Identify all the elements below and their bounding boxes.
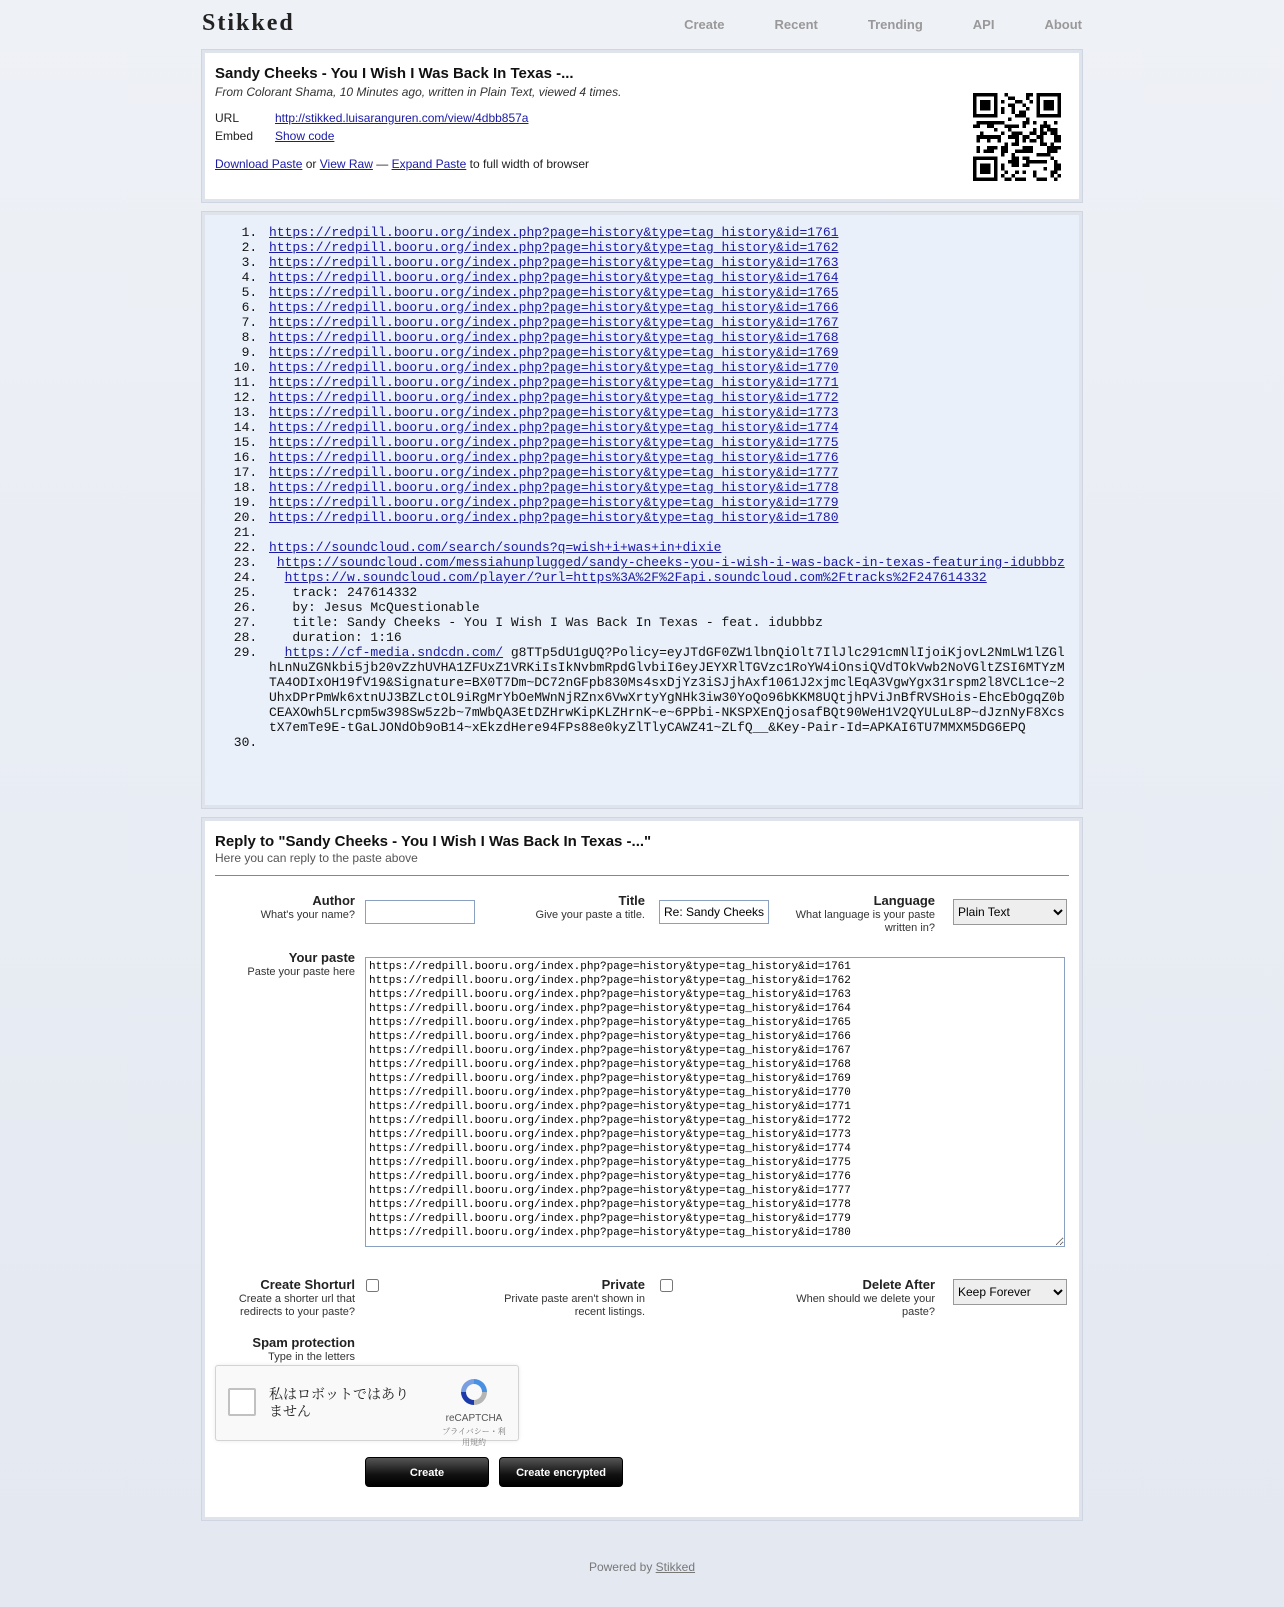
code-line-link[interactable]: https://redpill.booru.org/index.php?page=history&type=tag_history&id=1770: [269, 360, 839, 375]
code-line: [265, 255, 1079, 270]
recaptcha-icon: [458, 1376, 490, 1408]
code-line: [265, 420, 1079, 435]
shorturl-checkbox[interactable]: [366, 1279, 379, 1292]
code-line-text: duration: 1:16: [269, 630, 402, 645]
code-line-link[interactable]: https://redpill.booru.org/index.php?page=history&type=tag_history&id=1777: [269, 465, 839, 480]
nav-create[interactable]: Create: [684, 17, 725, 32]
author-label: Author: [312, 893, 355, 908]
nav-trending[interactable]: Trending: [867, 17, 923, 32]
code-line: [265, 630, 1079, 645]
paste-meta: From Colorant Shama, 10 Minutes ago, written in Plain Text, viewed 4 times.: [215, 85, 622, 99]
code-line: [265, 585, 1079, 600]
divider: [215, 875, 1069, 876]
code-line-link[interactable]: https://redpill.booru.org/index.php?page=history&type=tag_history&id=1767: [269, 315, 839, 330]
code-listing: [205, 215, 1079, 750]
code-line-link[interactable]: https://w.soundcloud.com/player/?url=https%3A%2F%2Fapi.soundcloud.com%2Ftracks%2F247614332: [284, 570, 987, 585]
private-label: Private: [601, 1277, 645, 1292]
code-line-link[interactable]: https://redpill.booru.org/index.php?page=history&type=tag_history&id=1775: [269, 435, 839, 450]
nav-recent[interactable]: Recent: [774, 17, 818, 32]
code-line-link[interactable]: https://redpill.booru.org/index.php?page=history&type=tag_history&id=1761: [269, 225, 839, 240]
code-line-link[interactable]: https://redpill.booru.org/index.php?page=history&type=tag_history&id=1763: [269, 255, 839, 270]
code-line-link[interactable]: https://redpill.booru.org/index.php?page=history&type=tag_history&id=1774: [269, 420, 839, 435]
code-line: [265, 495, 1079, 510]
code-line: [265, 570, 1079, 585]
language-select[interactable]: [953, 899, 1067, 925]
reply-title: Reply to "Sandy Cheeks - You I Wish I Was Back In Texas -...": [215, 833, 652, 850]
code-line: [265, 300, 1079, 315]
author-input[interactable]: [365, 900, 475, 924]
code-line-link[interactable]: https://redpill.booru.org/index.php?page=history&type=tag_history&id=1772: [269, 390, 839, 405]
code-line: [265, 465, 1079, 480]
recaptcha-checkbox[interactable]: [228, 1388, 256, 1416]
title-label: Title: [618, 893, 645, 908]
or-text: or: [305, 157, 317, 171]
paste-textarea[interactable]: [365, 957, 1065, 1247]
code-line: [265, 405, 1079, 420]
code-line: [265, 375, 1079, 390]
code-line: [265, 390, 1079, 405]
footer: [0, 1560, 1284, 1574]
header: [202, 10, 1082, 42]
embed-label: Embed: [215, 129, 254, 143]
recaptcha-terms[interactable]: プライバシー・利用規約: [442, 1427, 506, 1447]
code-line-link[interactable]: https://cf-media.sndcdn.com/: [284, 645, 504, 660]
code-line-link[interactable]: https://redpill.booru.org/index.php?page=history&type=tag_history&id=1780: [269, 510, 839, 525]
code-line-link[interactable]: https://redpill.booru.org/index.php?page=history&type=tag_history&id=1768: [269, 330, 839, 345]
code-line-link[interactable]: https://redpill.booru.org/index.php?page=history&type=tag_history&id=1776: [269, 450, 839, 465]
code-line: [265, 480, 1079, 495]
code-line: [265, 600, 1079, 615]
shorturl-label: Create Shorturl: [260, 1277, 355, 1292]
dash-text: —: [376, 157, 389, 171]
spam-label: Spam protection: [252, 1335, 355, 1350]
paste-title: Sandy Cheeks - You I Wish I Was Back In Texas -...: [215, 65, 574, 82]
code-line: [265, 645, 1079, 735]
title-help: Give your paste a title.: [535, 909, 645, 921]
code-line: [265, 555, 1079, 570]
delete-after-select[interactable]: [953, 1279, 1067, 1305]
code-line-text: title: Sandy Cheeks - You I Wish I Was Back In Texas - feat. idubbbz: [269, 615, 823, 630]
title-input[interactable]: [659, 900, 769, 924]
reply-subtitle: Here you can reply to the paste above: [215, 851, 418, 865]
show-code-link[interactable]: Show code: [275, 129, 335, 143]
url-row: [215, 111, 528, 125]
code-line: [265, 735, 1079, 750]
url-label: URL: [215, 111, 240, 125]
code-indent: [269, 570, 285, 585]
expand-tail-text: to full width of browser: [469, 157, 590, 171]
create-encrypted-button[interactable]: Create encrypted: [499, 1457, 623, 1487]
recaptcha-widget: [215, 1365, 519, 1447]
recaptcha-brand: reCAPTCHA: [445, 1413, 503, 1424]
code-line: [265, 345, 1079, 360]
code-line: [265, 615, 1079, 630]
code-line-link[interactable]: https://redpill.booru.org/index.php?page=history&type=tag_history&id=1769: [269, 345, 839, 360]
create-button[interactable]: Create: [365, 1457, 489, 1487]
nav-api[interactable]: API: [972, 17, 995, 32]
spam-help: Type in the letters: [268, 1351, 355, 1363]
main-nav: [634, 17, 1082, 32]
delete-after-help: When should we delete your paste?: [796, 1293, 935, 1318]
paste-url-link[interactable]: http://stikked.luisaranguren.com/view/4dbb857a: [275, 111, 529, 125]
code-line-link[interactable]: https://redpill.booru.org/index.php?page=history&type=tag_history&id=1778: [269, 480, 839, 495]
code-line-link[interactable]: https://redpill.booru.org/index.php?page=history&type=tag_history&id=1771: [269, 375, 839, 390]
code-line-link[interactable]: https://soundcloud.com/search/sounds?q=wish+i+was+in+dixie: [269, 540, 722, 555]
qr-code: [973, 93, 1061, 181]
private-checkbox[interactable]: [660, 1279, 673, 1292]
powered-by-text: Powered by: [588, 1560, 653, 1574]
code-line: [265, 315, 1079, 330]
code-line-text: g8TTp5dU1gUQ?Policy=eyJTdGF0ZW1lbnQiOlt7IlJlc291cmNlIjoiKjovL2NmLW1lZGlhLnNuZGNkbi5jb20vZzhUVHA1ZFUxZ1VRKiIsIkNvbmRpdGlvbiI6eyJEYXRlTGVzc1RoYW4iOnsiQVdTOkVwb2NoVGltZSI6MTYzMTA4ODIxOH19fV19&Signature=BX0T7Dm~DC72nGFpb830Ms4sxDjYz3iSJjhAxf1061J2xjmclEqA3VgwYgx31rspm2l8VCL1ce~2UhxDPrPmWk6xtnUJ3BZLctOL9iRgMrYbOeMWnNjRZnx6VwXrtyYgNHk3iw30YoQo96bKKM8UQtjhPViJnBfRVSHois-EhcEbOgqZ0bCEAXOwh5Lrcpm5w398Sw5z2b~7mWbQA3EtDZHrwKipKLZHrnK~e~6PPbi-NKSPXEnQjosafBQt90WeH1V2QYULuL8P~dJznNyF8XcstX7emTe9E-tGaLJONdOb9oB14~xEkzdHere94FPs88e0kyZlTlyCAWZ41~ZLfQ__&Key-Pair-Id=APKAI6TU7MMXM5DG6EPQ: [269, 645, 1065, 735]
code-line-link[interactable]: https://soundcloud.com/messiahunplugged/sandy-cheeks-you-i-wish-i-was-back-in-texas-featuring-idubbbz: [276, 555, 1065, 570]
embed-row: [215, 129, 334, 143]
code-line: [265, 270, 1079, 285]
code-line: [265, 360, 1079, 375]
recaptcha-text: 私はロボットではありません: [269, 1386, 409, 1419]
code-line-link[interactable]: https://redpill.booru.org/index.php?page=history&type=tag_history&id=1779: [269, 495, 839, 510]
author-help: What's your name?: [260, 909, 355, 921]
delete-after-label: Delete After: [862, 1277, 935, 1292]
paste-actions: [215, 157, 589, 171]
code-line: [265, 525, 1079, 540]
private-help: Private paste aren't shown in recent listings.: [504, 1293, 645, 1318]
code-line-link[interactable]: https://redpill.booru.org/index.php?page=history&type=tag_history&id=1766: [269, 300, 839, 315]
nav-about[interactable]: About: [1044, 17, 1082, 32]
code-line-link[interactable]: https://redpill.booru.org/index.php?page=history&type=tag_history&id=1764: [269, 270, 839, 285]
language-label: Language: [873, 893, 935, 908]
recaptcha-logo: [442, 1376, 506, 1448]
view-raw-link[interactable]: View Raw: [319, 157, 373, 171]
site-logo[interactable]: Stikked: [202, 10, 295, 36]
paste-label: Your paste: [288, 950, 355, 965]
code-indent: [269, 555, 277, 570]
expand-paste-link[interactable]: Expand Paste: [391, 157, 467, 171]
code-line-text: by: Jesus McQuestionable: [269, 600, 480, 615]
shorturl-help: Create a shorter url that redirects to your paste?: [238, 1293, 355, 1318]
code-line-link[interactable]: https://redpill.booru.org/index.php?page=history&type=tag_history&id=1765: [269, 285, 839, 300]
code-line: [265, 240, 1079, 255]
code-indent: [269, 645, 285, 660]
language-help: What language is your paste written in?: [795, 909, 935, 934]
download-paste-link[interactable]: Download Paste: [215, 157, 303, 171]
code-line: [265, 435, 1079, 450]
code-line: [265, 285, 1079, 300]
reply-panel: [202, 818, 1082, 1520]
paste-info-panel: [202, 50, 1082, 202]
paste-help: Paste your paste here: [247, 966, 355, 978]
code-line-text: track: 247614332: [269, 585, 418, 600]
paste-code-panel: [202, 212, 1082, 808]
code-line: [265, 510, 1079, 525]
code-line: [265, 225, 1079, 240]
code-line-link[interactable]: https://redpill.booru.org/index.php?page=history&type=tag_history&id=1773: [269, 405, 839, 420]
code-line: [265, 540, 1079, 555]
code-line: [265, 330, 1079, 345]
code-line: [265, 450, 1079, 465]
footer-stikked-link[interactable]: Stikked: [655, 1560, 696, 1574]
code-line-link[interactable]: https://redpill.booru.org/index.php?page=history&type=tag_history&id=1762: [269, 240, 839, 255]
